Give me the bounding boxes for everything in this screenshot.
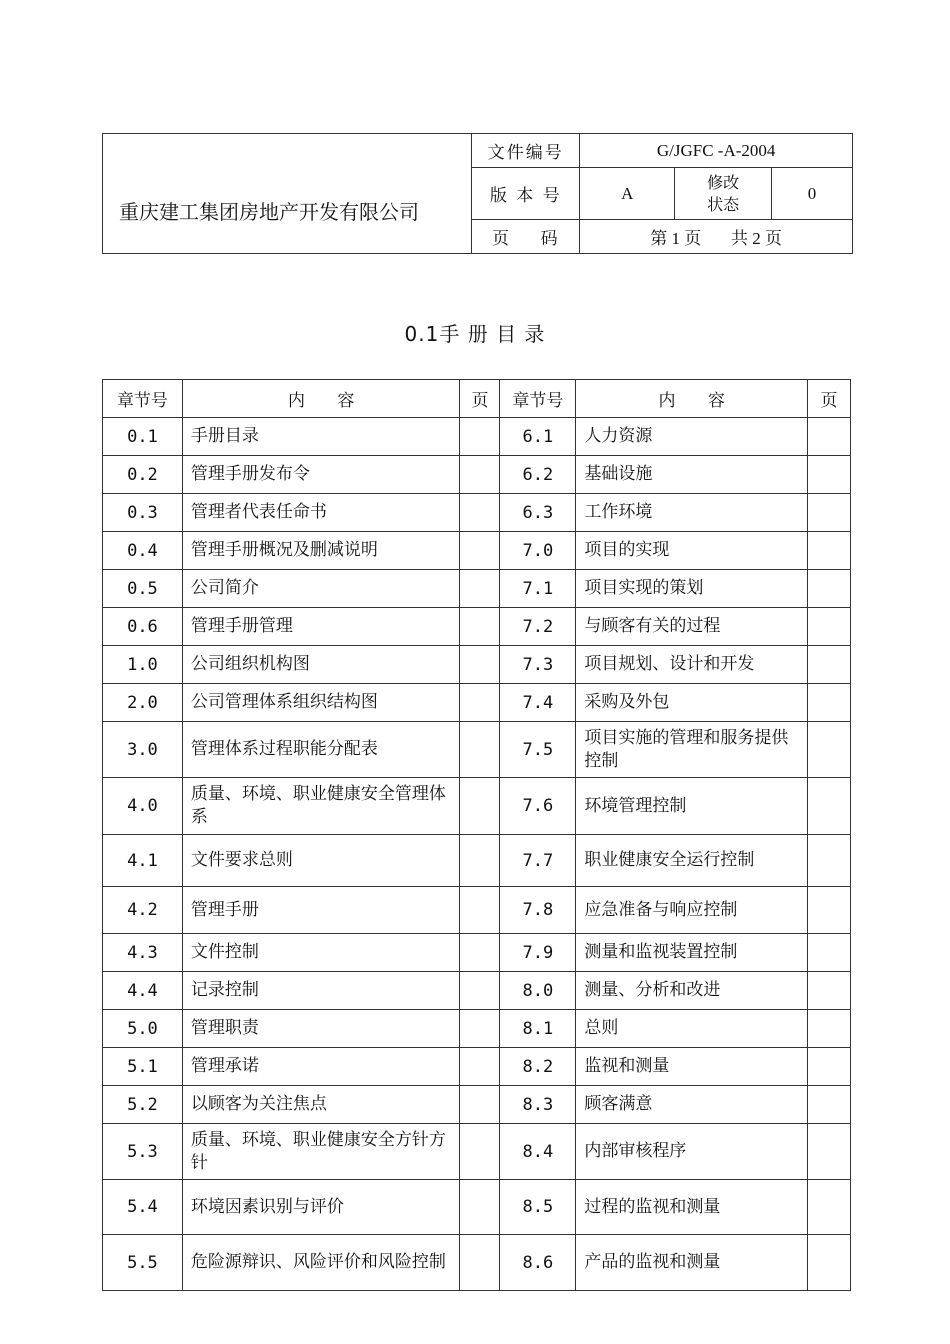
table-row	[103, 456, 851, 494]
content-header: 内 容	[182, 380, 460, 418]
page-number-cell	[808, 532, 851, 570]
page-number-cell	[808, 934, 851, 972]
page-number-cell	[460, 608, 500, 646]
page-number-cell	[460, 778, 500, 835]
page-count: 第 1 页 共 2 页	[580, 220, 853, 254]
version-value: A	[580, 168, 675, 220]
page-number-cell	[808, 1086, 851, 1124]
chapter-number: 0.2	[103, 456, 183, 494]
page-number-cell	[460, 1180, 500, 1235]
chapter-number: 8.1	[500, 1010, 576, 1048]
chapter-number: 4.1	[103, 835, 183, 887]
chapter-header: 章节号	[103, 380, 183, 418]
chapter-number: 7.0	[500, 532, 576, 570]
page-number-cell	[808, 646, 851, 684]
chapter-number: 7.6	[500, 778, 576, 835]
chapter-title: 应急准备与响应控制	[576, 887, 808, 934]
page-number-cell	[460, 1048, 500, 1086]
chapter-number: 7.2	[500, 608, 576, 646]
chapter-number: 7.1	[500, 570, 576, 608]
page-number-cell	[808, 418, 851, 456]
page-number-cell	[460, 684, 500, 722]
chapter-title: 以顾客为关注焦点	[182, 1086, 460, 1124]
chapter-number: 4.0	[103, 778, 183, 835]
chapter-number: 8.4	[500, 1124, 576, 1180]
chapter-title: 文件控制	[182, 934, 460, 972]
table-row	[103, 570, 851, 608]
chapter-title: 过程的监视和测量	[576, 1180, 808, 1235]
chapter-number: 5.1	[103, 1048, 183, 1086]
chapter-title: 质量、环境、职业健康安全方针方针	[182, 1124, 460, 1180]
chapter-number: 0.3	[103, 494, 183, 532]
content-header: 内 容	[576, 380, 808, 418]
chapter-number: 5.2	[103, 1086, 183, 1124]
page-header: 页	[460, 380, 500, 418]
chapter-header: 章节号	[500, 380, 576, 418]
chapter-title: 工作环境	[576, 494, 808, 532]
chapter-title: 公司管理体系组织结构图	[182, 684, 460, 722]
table-row	[103, 778, 851, 835]
chapter-title: 环境因素识别与评价	[182, 1180, 460, 1235]
chapter-title: 项目的实现	[576, 532, 808, 570]
page-number-cell	[808, 570, 851, 608]
chapter-number: 0.4	[103, 532, 183, 570]
chapter-title: 管理职责	[182, 1010, 460, 1048]
chapter-title: 项目实现的策划	[576, 570, 808, 608]
page-number-cell	[460, 1124, 500, 1180]
chapter-title: 管理手册	[182, 887, 460, 934]
table-row	[103, 646, 851, 684]
chapter-number: 6.2	[500, 456, 576, 494]
chapter-number: 7.8	[500, 887, 576, 934]
table-row	[103, 972, 851, 1010]
chapter-number: 6.3	[500, 494, 576, 532]
chapter-title: 管理手册管理	[182, 608, 460, 646]
chapter-number: 7.3	[500, 646, 576, 684]
page-number-cell	[808, 887, 851, 934]
chapter-title: 管理者代表任命书	[182, 494, 460, 532]
toc-header-row	[103, 380, 851, 418]
page-number-cell	[808, 835, 851, 887]
table-row	[103, 887, 851, 934]
chapter-number: 6.1	[500, 418, 576, 456]
table-row	[103, 1048, 851, 1086]
table-row	[103, 835, 851, 887]
chapter-number: 5.5	[103, 1235, 183, 1291]
chapter-number: 8.3	[500, 1086, 576, 1124]
page-number-cell	[460, 646, 500, 684]
page-number-cell	[460, 1086, 500, 1124]
page-number-cell	[460, 934, 500, 972]
chapter-number: 8.6	[500, 1235, 576, 1291]
chapter-title: 公司简介	[182, 570, 460, 608]
chapter-number: 4.4	[103, 972, 183, 1010]
page-number-cell	[808, 722, 851, 778]
page-number-cell	[808, 1010, 851, 1048]
chapter-title: 顾客满意	[576, 1086, 808, 1124]
table-row	[103, 494, 851, 532]
chapter-number: 8.5	[500, 1180, 576, 1235]
chapter-title: 文件要求总则	[182, 835, 460, 887]
chapter-title: 基础设施	[576, 456, 808, 494]
table-row	[103, 608, 851, 646]
page-number-cell	[460, 532, 500, 570]
company-name: 重庆建工集团房地产开发有限公司	[103, 134, 472, 254]
chapter-number: 7.9	[500, 934, 576, 972]
chapter-title: 测量和监视装置控制	[576, 934, 808, 972]
table-row	[103, 532, 851, 570]
chapter-title: 与顾客有关的过程	[576, 608, 808, 646]
chapter-title: 人力资源	[576, 418, 808, 456]
chapter-title: 危险源辩识、风险评价和风险控制	[182, 1235, 460, 1291]
chapter-title: 环境管理控制	[576, 778, 808, 835]
chapter-title: 项目实施的管理和服务提供控制	[576, 722, 808, 778]
page-number-cell	[808, 1180, 851, 1235]
page-number-cell	[460, 1010, 500, 1048]
chapter-number: 8.2	[500, 1048, 576, 1086]
table-row	[103, 934, 851, 972]
page-number-cell	[460, 418, 500, 456]
doc-number-value: G/JGFC -A-2004	[580, 134, 853, 168]
table-row	[103, 722, 851, 778]
table-row	[103, 1010, 851, 1048]
doc-number-label: 文件编号	[472, 134, 580, 168]
page-number-cell	[808, 494, 851, 532]
revision-status-value: 0	[772, 168, 853, 220]
chapter-title: 管理体系过程职能分配表	[182, 722, 460, 778]
page-number-cell	[460, 972, 500, 1010]
page-number-cell	[808, 1048, 851, 1086]
revision-status-label: 修改 状态	[675, 168, 772, 220]
chapter-number: 5.3	[103, 1124, 183, 1180]
chapter-title: 管理承诺	[182, 1048, 460, 1086]
chapter-number: 1.0	[103, 646, 183, 684]
page-number-cell	[808, 778, 851, 835]
chapter-number: 5.0	[103, 1010, 183, 1048]
chapter-number: 4.2	[103, 887, 183, 934]
chapter-title: 职业健康安全运行控制	[576, 835, 808, 887]
table-row	[103, 1235, 851, 1291]
chapter-number: 2.0	[103, 684, 183, 722]
document-header-table	[102, 133, 853, 254]
table-row	[103, 684, 851, 722]
page-number-cell	[808, 1235, 851, 1291]
page-number-cell	[460, 887, 500, 934]
chapter-title: 记录控制	[182, 972, 460, 1010]
chapter-number: 0.1	[103, 418, 183, 456]
page-label: 页 码	[472, 220, 580, 254]
chapter-number: 0.6	[103, 608, 183, 646]
chapter-title: 项目规划、设计和开发	[576, 646, 808, 684]
chapter-title: 管理手册概况及删减说明	[182, 532, 460, 570]
page-number-cell	[460, 570, 500, 608]
chapter-title: 内部审核程序	[576, 1124, 808, 1180]
page-number-cell	[808, 608, 851, 646]
page-number-cell	[808, 456, 851, 494]
page-number-cell	[808, 972, 851, 1010]
page-number-cell	[460, 494, 500, 532]
chapter-title: 手册目录	[182, 418, 460, 456]
page-number-cell	[460, 722, 500, 778]
chapter-number: 7.4	[500, 684, 576, 722]
page-title: 0.1手 册 目 录	[404, 322, 546, 346]
chapter-title: 采购及外包	[576, 684, 808, 722]
page-number-cell	[460, 456, 500, 494]
chapter-title: 监视和测量	[576, 1048, 808, 1086]
chapter-title: 测量、分析和改进	[576, 972, 808, 1010]
chapter-title: 质量、环境、职业健康安全管理体系	[182, 778, 460, 835]
chapter-title: 管理手册发布令	[182, 456, 460, 494]
chapter-title: 公司组织机构图	[182, 646, 460, 684]
chapter-title: 总则	[576, 1010, 808, 1048]
chapter-number: 0.5	[103, 570, 183, 608]
version-label: 版 本 号	[472, 168, 580, 220]
chapter-number: 3.0	[103, 722, 183, 778]
chapter-number: 4.3	[103, 934, 183, 972]
page-number-cell	[808, 1124, 851, 1180]
table-row	[103, 1124, 851, 1180]
chapter-title: 产品的监视和测量	[576, 1235, 808, 1291]
table-row	[103, 1180, 851, 1235]
table-row	[103, 418, 851, 456]
page-header: 页	[808, 380, 851, 418]
chapter-number: 7.5	[500, 722, 576, 778]
page-number-cell	[808, 684, 851, 722]
chapter-number: 8.0	[500, 972, 576, 1010]
toc-table	[102, 379, 851, 1291]
chapter-number: 5.4	[103, 1180, 183, 1235]
page-number-cell	[460, 1235, 500, 1291]
chapter-number: 7.7	[500, 835, 576, 887]
page-number-cell	[460, 835, 500, 887]
table-row	[103, 1086, 851, 1124]
